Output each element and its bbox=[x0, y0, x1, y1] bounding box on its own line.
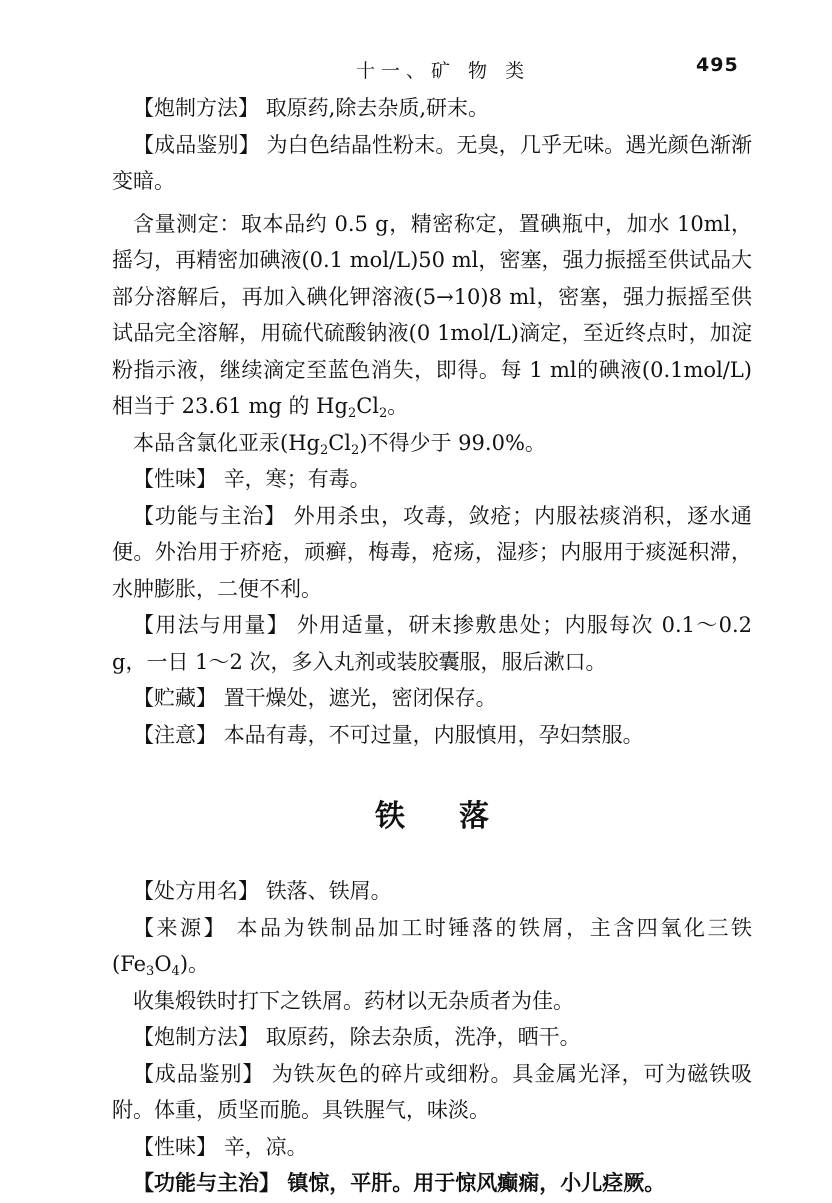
entry1-content-sub-2: 2 bbox=[351, 442, 360, 458]
entry1-caution-text: 本品有毒，不可过量，内服慎用，孕妇禁服。 bbox=[223, 722, 644, 747]
entry1-content-text-b: Cl bbox=[328, 430, 352, 455]
entry2-function-label: 【功能与主治】 bbox=[133, 1170, 280, 1195]
entry1-processing-text: 取原药,除去杂质,研末。 bbox=[265, 96, 490, 120]
entry1-assay bbox=[112, 206, 752, 425]
entry2-nature bbox=[112, 1129, 752, 1166]
entry1-usage-text: 外用适量，研末掺敷患处；内服每次 0.1～0.2 g，一日 1～2 次，多入丸剂或装胶囊服，服后漱口。 bbox=[112, 613, 753, 674]
entry1-processing-label: 【炮制方法】 bbox=[133, 96, 259, 120]
entry2-names-label: 【处方用名】 bbox=[133, 879, 259, 903]
entry1-assay-sub-1: 2 bbox=[347, 406, 357, 421]
entry1-content-limit bbox=[112, 425, 752, 462]
entry1-function-label: 【功能与主治】 bbox=[133, 503, 287, 528]
entry2-processing-text: 取原药，除去杂质，洗净，晒干。 bbox=[265, 1025, 581, 1049]
entry1-identification-text: 为白色结晶性粉末。无臭，几乎无味。遇光颜色渐渐变暗。 bbox=[112, 132, 752, 193]
entry2-source-label: 【来源】 bbox=[133, 915, 228, 940]
entry2-source-sub-1: 3 bbox=[146, 964, 155, 979]
entry2-collection-text: 收集煅铁时打下之铁屑。药材以无杂质者为佳。 bbox=[133, 988, 574, 1013]
entry1-assay-sub-2: 2 bbox=[379, 406, 388, 421]
entry1-nature bbox=[112, 461, 752, 498]
entry2-names bbox=[112, 873, 752, 910]
page-number: 495 bbox=[696, 54, 739, 76]
entry1-content-text-a: 本品含氯化亚汞(Hg bbox=[133, 430, 320, 455]
page-body bbox=[112, 90, 752, 1202]
entry2-source-text-c: )。 bbox=[179, 952, 210, 976]
entry1-storage-label: 【贮藏】 bbox=[133, 686, 217, 710]
entry2-source-sub-2: 4 bbox=[171, 964, 180, 979]
entry1-function-text: 外用杀虫，攻毒，敛疮；内服祛痰消积，逐水通便。外治用于疥疮，顽癣，梅毒，疮疡，湿疹；内服用于痰涎积滞，水肿膨胀，二便不利。 bbox=[112, 503, 752, 601]
entry1-nature-label: 【性味】 bbox=[133, 467, 217, 491]
entry2-function-text: 镇惊，平肝。用于惊风癫痫，小儿痉厥。 bbox=[287, 1170, 666, 1195]
entry1-content-text-c: )不得少于 99.0%。 bbox=[359, 430, 546, 455]
running-title: 十一、矿 物 类 bbox=[356, 60, 531, 82]
entry1-content-sub-1: 2 bbox=[319, 442, 329, 458]
entry2-identification-text: 为铁灰色的碎片或细粉。具金属光泽，可为磁铁吸附。体重，质坚而脆。具铁腥气，味淡。 bbox=[112, 1061, 752, 1122]
entry2-identification-label: 【成品鉴别】 bbox=[133, 1061, 265, 1086]
entry2-names-text: 铁落、铁屑。 bbox=[265, 879, 392, 903]
entry1-assay-text-c: 。 bbox=[387, 394, 409, 418]
entry1-caution-label: 【注意】 bbox=[133, 722, 217, 747]
entry2-source bbox=[112, 910, 752, 983]
entry1-usage-label: 【用法与用量】 bbox=[133, 613, 290, 637]
entry1-assay-text-a: 含量测定：取本品约 0.5 g，精密称定，置碘瓶中，加水 10ml，摇匀，再精密加碘液(0.1 mol/L)50 ml，密塞，强力振摇至供试品大部分溶解后，再加入碘化钾溶液(5→10)8 ml，密塞，强力振摇至供试品完全溶解，用硫代硫酸钠液(0 1mol/L)滴定，至近终点时，加淀粉指示液，继续滴定至蓝色消失，即得。每 1 ml的碘液(0.1mol/L)相当于 23.61 mg 的 Hg bbox=[112, 211, 752, 418]
entry2-processing bbox=[112, 1019, 752, 1056]
entry1-processing bbox=[112, 90, 752, 127]
entry2-source-text-b: O bbox=[154, 952, 172, 976]
entry2-nature-text: 辛，凉。 bbox=[223, 1134, 308, 1159]
entry1-identification bbox=[112, 127, 752, 200]
entry1-identification-label: 【成品鉴别】 bbox=[133, 132, 260, 157]
entry2-processing-label: 【炮制方法】 bbox=[133, 1025, 259, 1049]
entry2-title: 铁落 bbox=[375, 799, 543, 834]
running-header bbox=[0, 54, 832, 88]
entry1-usage bbox=[112, 607, 752, 680]
entry2-identification bbox=[112, 1056, 752, 1129]
entry1-nature-text: 辛，寒；有毒。 bbox=[223, 467, 371, 491]
entry1-function bbox=[112, 498, 752, 608]
entry2-collection bbox=[112, 983, 752, 1020]
entry2-nature-label: 【性味】 bbox=[133, 1134, 217, 1159]
entry1-assay-text-b: Cl bbox=[356, 394, 380, 418]
entry1-caution bbox=[112, 717, 752, 754]
entry1-storage bbox=[112, 680, 752, 717]
entry1-storage-text: 置干燥处，遮光，密闭保存。 bbox=[223, 686, 497, 710]
entry2-source-text-a: 本品为铁制品加工时锤落的铁屑，主含四氧化三铁(Fe bbox=[112, 915, 752, 976]
entry2-function bbox=[112, 1165, 752, 1202]
